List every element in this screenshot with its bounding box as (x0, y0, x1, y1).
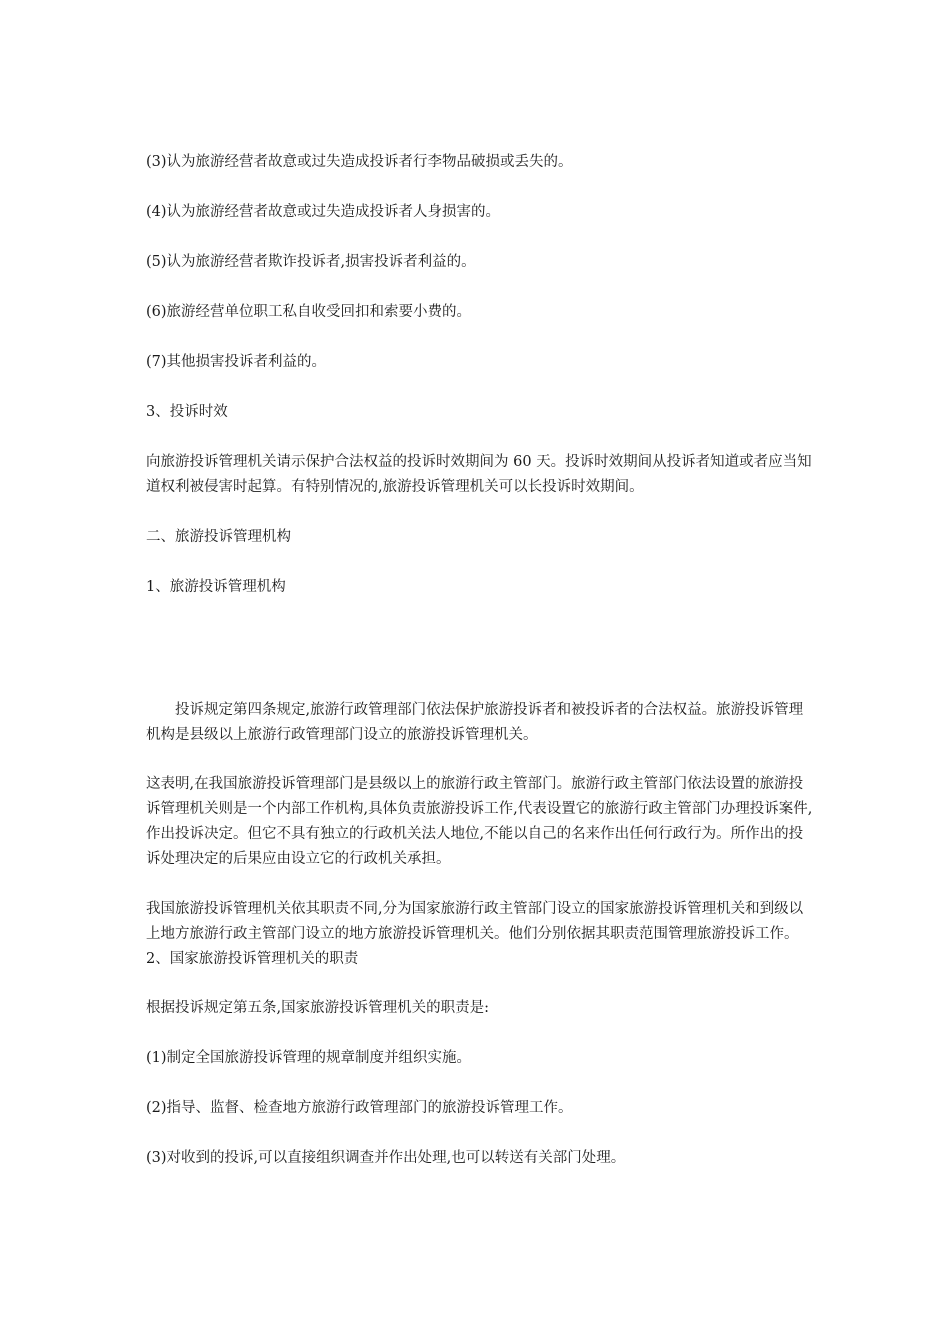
paragraph-classification: 我国旅游投诉管理机关依其职责不同,分为国家旅游行政主管部门设立的国家旅游投诉管理机关和到级以上地方旅游行政主管部门设立的地方旅游投诉管理机关。他们分别依据其职责范围管理旅游投诉工作。2、国家旅游投诉管理机关的职责 (146, 901, 804, 967)
paragraph-item-4: (4)认为旅游经营者故意或过失造成投诉者人身损害的。 (146, 204, 501, 220)
paragraph-item-5: (5)认为旅游经营者欺诈投诉者,损害投诉者利益的。 (146, 254, 476, 270)
duty-item-2: (2)指导、监督、检查地方旅游行政管理部门的旅游投诉管理工作。 (146, 1100, 573, 1116)
paragraph-item-6: (6)旅游经营单位职工私自收受回扣和索要小费的。 (146, 304, 472, 320)
duty-item-1: (1)制定全国旅游投诉管理的规章制度并组织实施。 (146, 1050, 472, 1066)
paragraph-article-four: 投诉规定第四条规定,旅游行政管理部门依法保护旅游投诉者和被投诉者的合法权益。旅游投诉管理机构是县级以上旅游行政管理部门设立的旅游投诉管理机关。 (146, 702, 804, 743)
paragraph-complaint-period: 向旅游投诉管理机关请示保护合法权益的投诉时效期间为 60 天。投诉时效期间从投诉者知道或者应当知道权利被侵害时起算。有特别情况的,旅游投诉管理机关可以长投诉时效期间。 (146, 454, 812, 495)
paragraph-article-five: 根据投诉规定第五条,国家旅游投诉管理机关的职责是: (146, 1000, 489, 1016)
paragraph-item-7: (7)其他损害投诉者利益的。 (146, 354, 327, 370)
paragraph-explanation: 这表明,在我国旅游投诉管理部门是县级以上的旅游行政主管部门。旅游行政主管部门依法设置的旅游投诉管理机关则是一个内部工作机构,具体负责旅游投诉工作,代表设置它的旅游行政主管部门办理投诉案件,作出投诉决定。但它不具有独立的行政机关法人地位,不能以自己的名来作出任何行政行为。所作出的投诉处理决定的后果应由设立它的行政机关承担。 (146, 776, 813, 867)
duty-item-3: (3)对收到的投诉,可以直接组织调查并作出处理,也可以转送有关部门处理。 (146, 1150, 626, 1166)
paragraph-item-3: (3)认为旅游经营者故意或过失造成投诉者行李物品破损或丢失的。 (146, 154, 573, 170)
section-heading-management-bodies: 二、旅游投诉管理机构 (146, 529, 291, 545)
section-heading-complaint-period: 3、投诉时效 (146, 404, 228, 420)
subsection-heading-management-bodies: 1、旅游投诉管理机构 (146, 579, 286, 595)
